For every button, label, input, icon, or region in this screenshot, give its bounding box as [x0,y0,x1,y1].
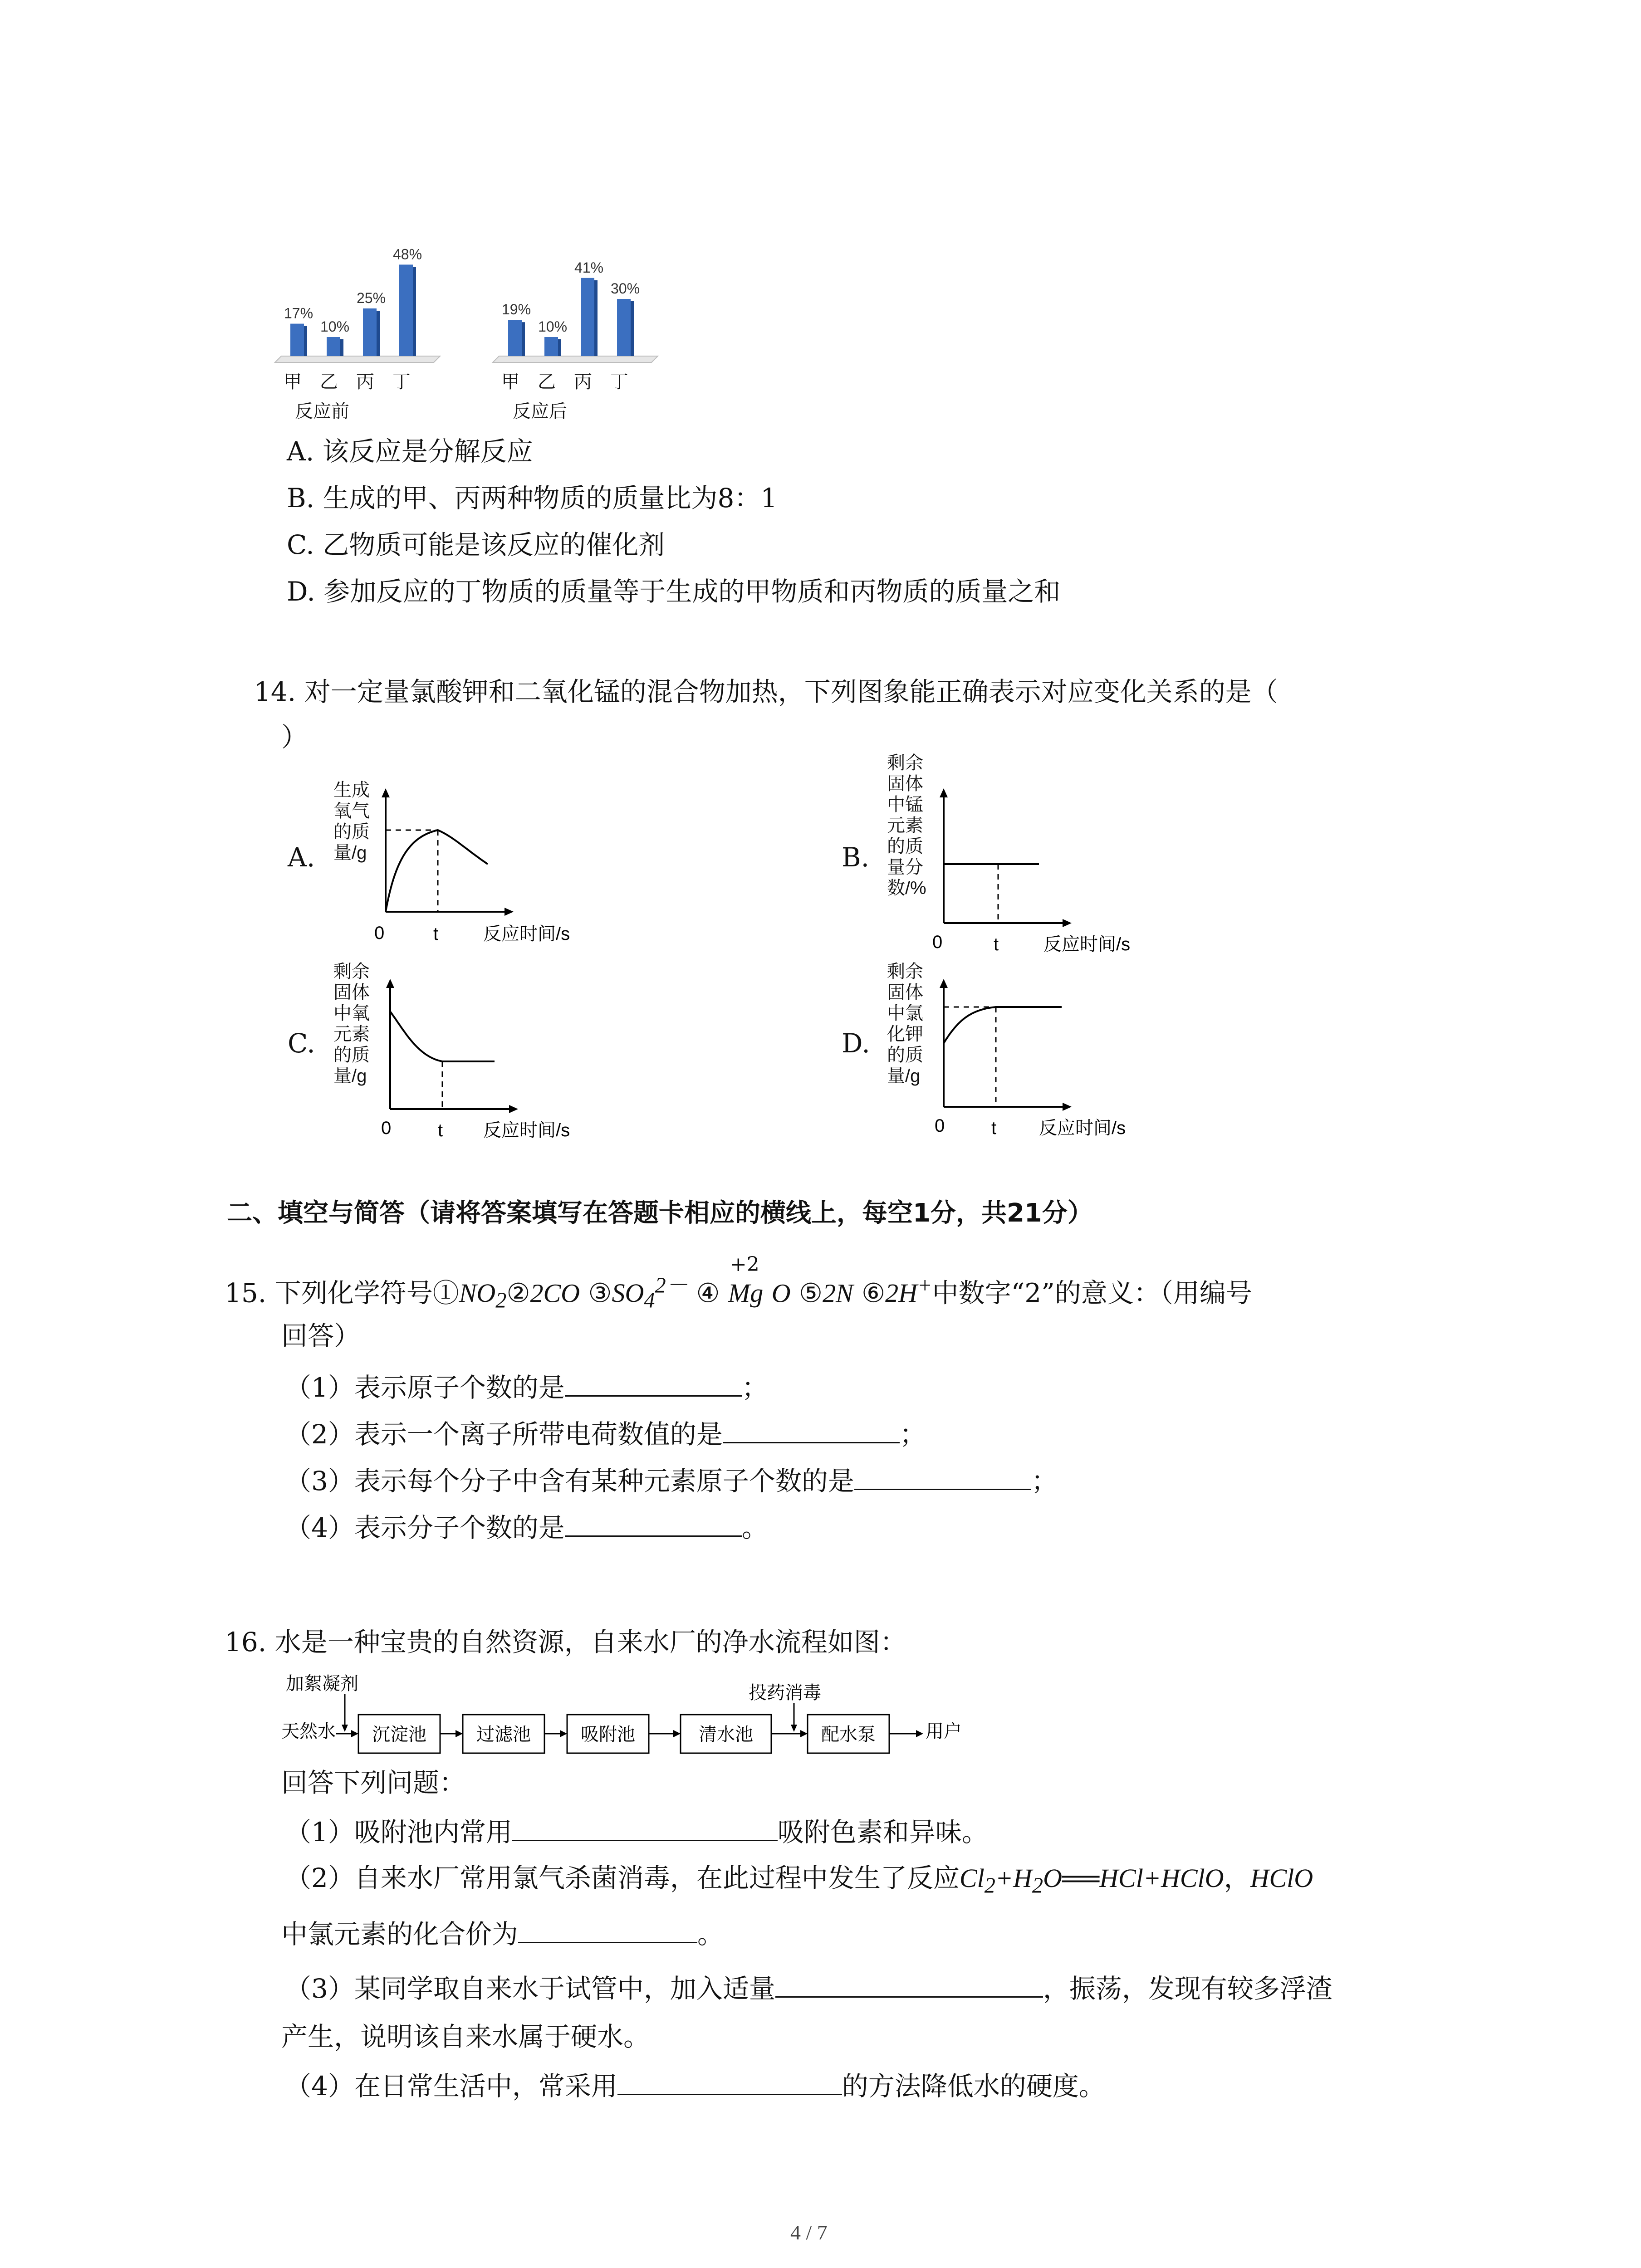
bar-chart-before [272,209,463,435]
graph-ylabel-line: 的质 [887,1045,923,1065]
graph-c-curve [390,1012,495,1061]
graph-ylabel-line: 固体 [887,982,923,1002]
q13-option-c: C. 乙物质可能是该反应的催化剂 [287,529,665,560]
after-value-label-0: 19% [501,301,531,318]
graph-c-origin: 0 [381,1118,392,1138]
q15-item-3: （3）表示每个分子中含有某种元素原子个数的是 ； [285,1463,1058,1497]
graph-c-axes [386,979,518,1113]
q16-item-3: （3）某同学取自来水于试管中，加入适量 ，振荡，发现有较多浮渣 [285,1971,1332,2004]
before-category-2: 丙 [356,372,374,392]
after-value-label-3: 30% [610,280,640,297]
flow-box-label-3: 清水池 [699,1725,753,1745]
before-bar-side-0 [304,326,307,356]
mg-valence: +2 [730,1253,759,1276]
q16-item-4: （4）在日常生活中，常采用 的方法降低水的硬度。 [285,2068,1105,2102]
before-bar-0 [290,324,304,356]
before-bar-2 [363,308,377,356]
before-value-label-3: 48% [392,246,422,263]
flow-arrowhead-3 [673,1730,681,1737]
graph-a-curve [386,830,488,912]
graph-d-origin: 0 [935,1116,945,1136]
before-bar-side-2 [377,311,380,356]
before-bar-side-3 [413,267,416,356]
flow-arrowhead-1 [456,1730,463,1737]
q14-stem-close: ） [281,722,308,753]
after-category-2: 丙 [574,372,592,392]
graph-ylabel-line: 的质 [887,836,923,856]
q15-stem-line2: 回答） [281,1320,361,1351]
graph-ylabel-line: 氧气 [333,801,370,821]
q14-graph-a [331,776,612,948]
graph-ylabel-line: 元素 [333,1024,370,1044]
graph-b-tick: t [994,934,999,954]
flow-box-label-2: 吸附池 [581,1725,635,1745]
before-floor [275,356,440,362]
q14-stem: 14. 对一定量氯酸钾和二氧化锰的混合物加热，下列图象能正确表示对应变化关系的是（ [254,676,1278,707]
graph-ylabel-line: 的质 [333,822,370,842]
q14-graph-a-letter: A. [288,842,315,873]
before-xlabel: 反应前 [295,401,349,421]
q16-blank-2[interactable] [518,1916,697,1943]
after-category-1: 乙 [538,372,556,392]
before-value-label-2: 25% [356,290,386,306]
after-xlabel: 反应后 [513,401,567,421]
before-bar-3 [399,264,413,356]
after-floor [493,356,658,362]
after-bar-2 [581,278,594,356]
q16-item-2-line2: 中氯元素的化合价为 。 [281,1916,724,1950]
q15-item-4: （4）表示分子个数的是 。 [285,1510,768,1544]
water-treatment-flow [281,1669,1007,1765]
after-category-3: 丁 [610,372,628,392]
q14-graph-b [885,748,1180,962]
before-category-1: 乙 [320,372,338,392]
graph-ylabel-line: 剩余 [887,962,923,982]
q14-graph-c-letter: C. [288,1028,315,1059]
graph-c-tick: t [438,1120,443,1140]
q16-item-2: （2）自来水厂常用氯气杀菌消毒，在此过程中发生了反应$Cl_2+H_2O══HCl+HClO$，HClO [285,1862,1313,1898]
after-category-0: 甲 [501,372,519,392]
graph-ylabel-line: 固体 [333,982,370,1002]
graph-ylabel-line: 元素 [887,816,923,836]
flow-source: 天然水 [281,1721,336,1741]
q16-item-3-line2: 产生，说明该自来水属于硬水。 [281,2021,650,2052]
q16-blank-3[interactable] [775,1971,1043,1998]
before-category-0: 甲 [284,372,302,392]
graph-ylabel-line: 量分 [887,857,923,877]
q14-graph-d [885,957,1180,1148]
flow-box-label-4: 配水泵 [821,1725,876,1745]
graph-d-curve [944,1007,1062,1043]
graph-ylabel-line: 剩余 [887,753,923,773]
flow-arrowhead-5 [916,1730,923,1737]
graph-ylabel-line: 量/g [333,1066,367,1086]
graph-ylabel-line: 中氧 [333,1003,370,1023]
q15-stem: 15. 下列化学符号$①NO_2②2CO$ $③SO_4^{2-}$ ④ Mg +2 O ⑤2N ⑥2H+中数字“2”的意义：（用编号 [225,1270,1252,1317]
q16-answer-lead: 回答下列问题： [281,1767,466,1798]
flow-arrowhead-4 [800,1730,808,1737]
q16-item-1: （1）吸附池内常用 吸附色素和异味。 [285,1814,988,1848]
before-bar-side-1 [340,339,343,356]
graph-ylabel-line: 数/% [887,878,926,898]
before-bar-1 [327,337,340,356]
page-number: 4 / 7 [790,2221,828,2244]
q16-blank-1[interactable] [512,1814,778,1841]
q14-graph-c [331,957,612,1148]
graph-c-xlabel: 反应时间/s [483,1120,570,1140]
graph-ylabel-line: 固体 [887,774,923,794]
after-bar-0 [508,320,522,356]
graph-ylabel-line: 的质 [333,1045,370,1065]
bar-chart-after [490,209,681,435]
after-bar-side-0 [522,322,525,356]
flow-add-disinfectant: 投药消毒 [749,1683,821,1703]
graph-ylabel-line: 量/g [333,843,367,863]
graph-d-axes [940,979,1072,1111]
after-value-label-1: 10% [538,318,568,335]
graph-ylabel-line: 中氯 [887,1003,923,1023]
q16-blank-4[interactable] [617,2068,842,2095]
q15-blank-4[interactable] [565,1510,742,1537]
graph-b-origin: 0 [932,932,943,952]
q13-option-a: A. 该反应是分解反应 [287,436,533,467]
graph-ylabel-line: 量/g [887,1066,921,1086]
before-value-label-0: 17% [284,305,314,322]
q14-graph-d-letter: D. [842,1028,870,1059]
q16-stem: 16. 水是一种宝贵的自然资源，自来水厂的净水流程如图： [225,1627,906,1657]
section-2-heading: 二、填空与简答（请将答案填写在答题卡相应的横线上，每空1分，共21分） [227,1198,1093,1228]
before-category-3: 丁 [392,372,411,392]
graph-a-origin: 0 [374,923,385,943]
q15-blank-1[interactable] [565,1370,742,1397]
after-bar-3 [617,299,631,356]
graph-b-axes [940,788,1072,927]
q15-blank-3[interactable] [854,1463,1031,1490]
graph-ylabel-line: 生成 [333,780,370,800]
flow-add-flocculant: 加絮凝剂 [286,1674,358,1694]
after-bar-side-3 [631,301,634,356]
graph-ylabel-line: 化钾 [887,1024,923,1044]
graph-d-xlabel: 反应时间/s [1039,1118,1126,1138]
flow-arrowhead-2 [560,1730,567,1737]
flow-end: 用户 [926,1721,962,1741]
q13-option-b: B. 生成的甲、丙两种物质的质量比为8：1 [287,483,778,513]
q15-item-2: （2）表示一个离子所带电荷数值的是 ； [285,1417,926,1450]
graph-ylabel-line: 剩余 [333,962,370,982]
before-value-label-1: 10% [320,318,350,335]
flow-box-label-0: 沉淀池 [372,1725,426,1745]
graph-a-axes [382,788,514,916]
q14-graph-b-letter: B. [842,842,870,873]
flow-arrowhead-0 [351,1730,358,1737]
after-bar-side-1 [558,339,561,356]
q15-blank-2[interactable] [723,1417,900,1443]
graph-d-tick: t [991,1118,997,1138]
graph-b-xlabel: 反应时间/s [1043,934,1131,954]
q15-item-1: （1）表示原子个数的是 ； [285,1370,768,1403]
graph-a-xlabel: 反应时间/s [483,924,570,944]
flow-box-label-1: 过滤池 [476,1725,531,1745]
after-bar-side-2 [594,280,598,356]
graph-ylabel-line: 中锰 [887,795,923,815]
graph-a-tick: t [433,924,439,944]
after-value-label-2: 41% [574,259,604,276]
q13-option-d: D. 参加反应的丁物质的质量等于生成的甲物质和丙物质的质量之和 [287,576,1061,607]
after-bar-1 [544,337,558,356]
